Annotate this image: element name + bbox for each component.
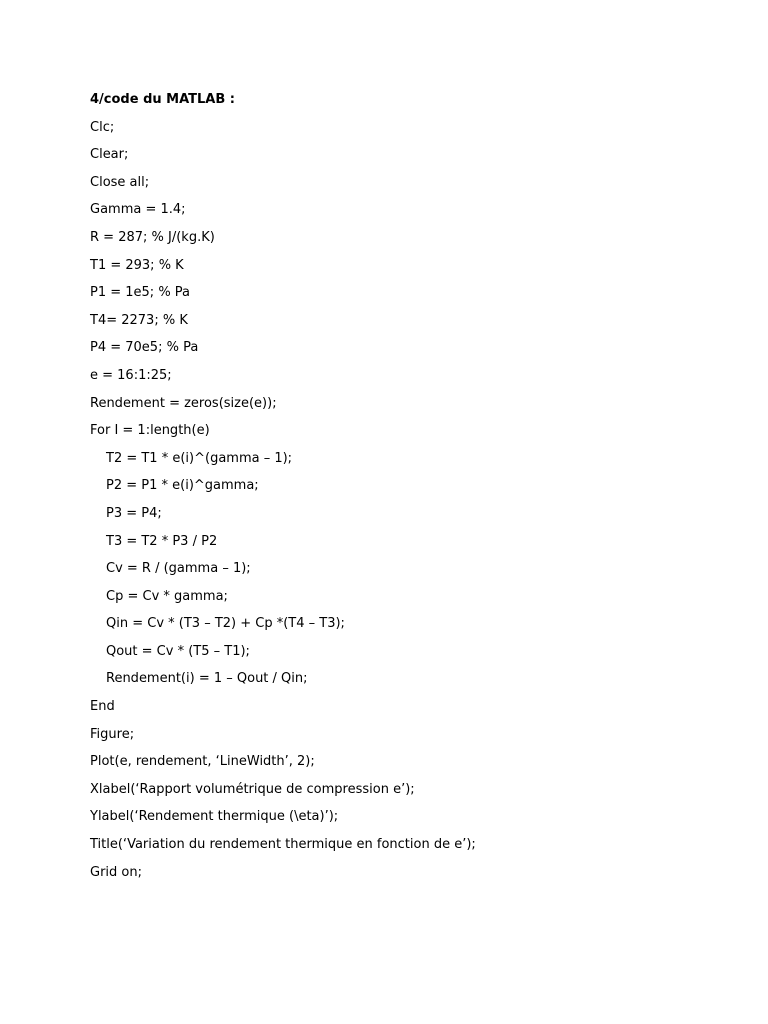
code-line: For I = 1:length(e) <box>90 423 210 439</box>
code-line-indented: P3 = P4; <box>106 505 162 521</box>
code-line: P4 = 70e5; % Pa <box>90 340 199 356</box>
code-line: T4= 2273; % K <box>90 312 188 328</box>
code-line: R = 287; % J/(kg.K) <box>90 229 215 245</box>
code-line: Plot(e, rendement, ‘LineWidth’, 2); <box>90 754 315 770</box>
code-line: Xlabel(‘Rapport volumétrique de compression e’); <box>90 781 415 797</box>
code-line-indented: Cv = R / (gamma – 1); <box>106 561 251 577</box>
code-line: Clear; <box>90 147 129 163</box>
code-line-indented: T2 = T1 * e(i)^(gamma – 1); <box>106 450 293 466</box>
code-line: Title(‘Variation du rendement thermique en fonction de e’); <box>90 837 476 853</box>
code-line: Grid on; <box>90 864 142 880</box>
code-line-indented: Rendement(i) = 1 – Qout / Qin; <box>106 671 308 687</box>
code-line: e = 16:1:25; <box>90 367 172 383</box>
code-line-indented: Cp = Cv * gamma; <box>106 588 228 604</box>
code-line-indented: Qout = Cv * (T5 – T1); <box>106 643 250 659</box>
code-line: Figure; <box>90 726 135 742</box>
section-heading: 4/code du MATLAB : <box>90 92 235 107</box>
document-body <box>90 91 730 891</box>
code-line-indented: T3 = T2 * P3 / P2 <box>106 533 218 549</box>
code-line: Rendement = zeros(size(e)); <box>90 395 277 411</box>
code-line-indented: P2 = P1 * e(i)^gamma; <box>106 478 259 494</box>
code-line: Close all; <box>90 174 150 190</box>
code-line: P1 = 1e5; % Pa <box>90 285 191 301</box>
code-line: Ylabel(‘Rendement thermique (\eta)’); <box>90 809 339 825</box>
code-line: T1 = 293; % K <box>90 257 184 273</box>
code-line: Clc; <box>90 119 115 135</box>
code-line-indented: Qin = Cv * (T3 – T2) + Cp *(T4 – T3); <box>106 616 345 632</box>
code-line: Gamma = 1.4; <box>90 202 186 218</box>
code-line: End <box>90 699 115 715</box>
